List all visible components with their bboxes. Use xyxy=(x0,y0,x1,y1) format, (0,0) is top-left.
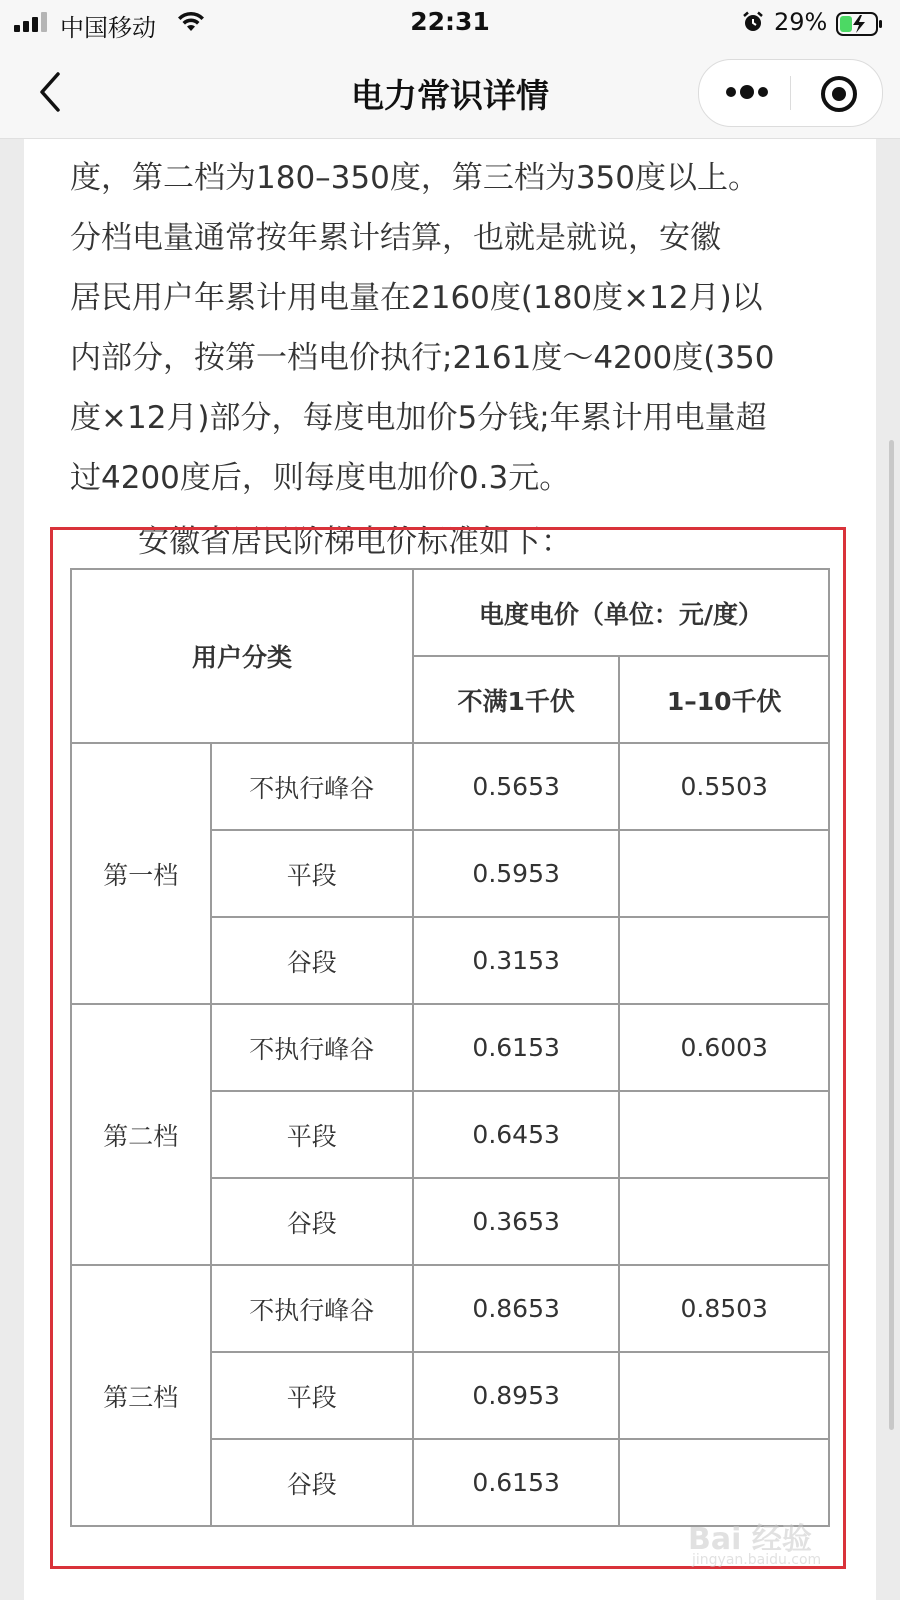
time-type: 平段 xyxy=(211,1352,413,1439)
price-1-10kv: 0.8503 xyxy=(619,1265,829,1352)
time-type: 谷段 xyxy=(211,917,413,1004)
time-type: 谷段 xyxy=(211,1439,413,1526)
time-type: 不执行峰谷 xyxy=(211,1265,413,1352)
price-under-1kv: 0.5653 xyxy=(413,743,620,830)
capsule-divider xyxy=(790,76,791,110)
target-circle-icon[interactable] xyxy=(819,74,859,114)
header-price: 电度电价（单位：元/度） xyxy=(413,569,829,656)
battery-percent: 29% xyxy=(774,8,828,36)
battery-charging-icon xyxy=(836,12,884,36)
price-1-10kv: 0.6003 xyxy=(619,1004,829,1091)
price-under-1kv: 0.3153 xyxy=(413,917,620,1004)
header-under-1kv: 不满1千伏 xyxy=(413,656,620,743)
watermark-text: Bai 经验 xyxy=(688,1522,812,1557)
mini-program-capsule xyxy=(698,59,883,127)
paragraph-line: 度×12月)部分，每度电加价5分钱;年累计用电量超 xyxy=(70,400,767,436)
watermark-logo xyxy=(688,1500,858,1570)
status-bar xyxy=(0,0,900,46)
price-under-1kv: 0.6453 xyxy=(413,1091,620,1178)
time-type: 平段 xyxy=(211,1091,413,1178)
more-dots-icon[interactable] xyxy=(725,80,769,104)
page-title: 电力常识详情 xyxy=(351,76,549,115)
price-under-1kv: 0.6153 xyxy=(413,1439,620,1526)
time-type: 平段 xyxy=(211,830,413,917)
scrollbar[interactable] xyxy=(889,440,894,1430)
paragraph-line: 度，第二档为180–350度，第三档为350度以上。 xyxy=(70,160,760,196)
paragraph-line: 居民用户年累计用电量在2160度(180度×12月)以 xyxy=(70,280,763,316)
paragraph-line: 分档电量通常按年累计结算，也就是就说，安徽 xyxy=(70,220,721,256)
tier-name: 第一档 xyxy=(71,743,211,1004)
price-under-1kv: 0.8653 xyxy=(413,1265,620,1352)
price-under-1kv: 0.6153 xyxy=(413,1004,620,1091)
header-user-category: 用户分类 xyxy=(71,569,413,743)
highlight-box xyxy=(50,527,846,1569)
paragraph-line: 内部分，按第一档电价执行;2161度～4200度(350 xyxy=(70,340,775,376)
tier-name: 第三档 xyxy=(71,1265,211,1526)
nav-bar xyxy=(0,46,900,139)
price-under-1kv: 0.8953 xyxy=(413,1352,620,1439)
header-1-10kv: 1–10千伏 xyxy=(619,656,829,743)
status-time: 22:31 xyxy=(410,7,490,36)
time-type: 谷段 xyxy=(211,1178,413,1265)
price-under-1kv: 0.5953 xyxy=(413,830,620,917)
carrier-name: 中国移动 xyxy=(60,14,156,42)
tier-name: 第二档 xyxy=(71,1004,211,1265)
article-paragraph xyxy=(70,148,830,508)
alarm-clock-icon xyxy=(742,11,764,33)
table-caption: 安徽省居民阶梯电价标准如下： xyxy=(138,524,572,560)
time-type: 不执行峰谷 xyxy=(211,1004,413,1091)
price-1-10kv: 0.5503 xyxy=(619,743,829,830)
watermark-url: jingyan.baidu.com xyxy=(692,1552,822,1568)
time-type: 不执行峰谷 xyxy=(211,743,413,830)
price-under-1kv: 0.3653 xyxy=(413,1178,620,1265)
paragraph-line: 过4200度后，则每度电加价0.3元。 xyxy=(70,460,571,496)
